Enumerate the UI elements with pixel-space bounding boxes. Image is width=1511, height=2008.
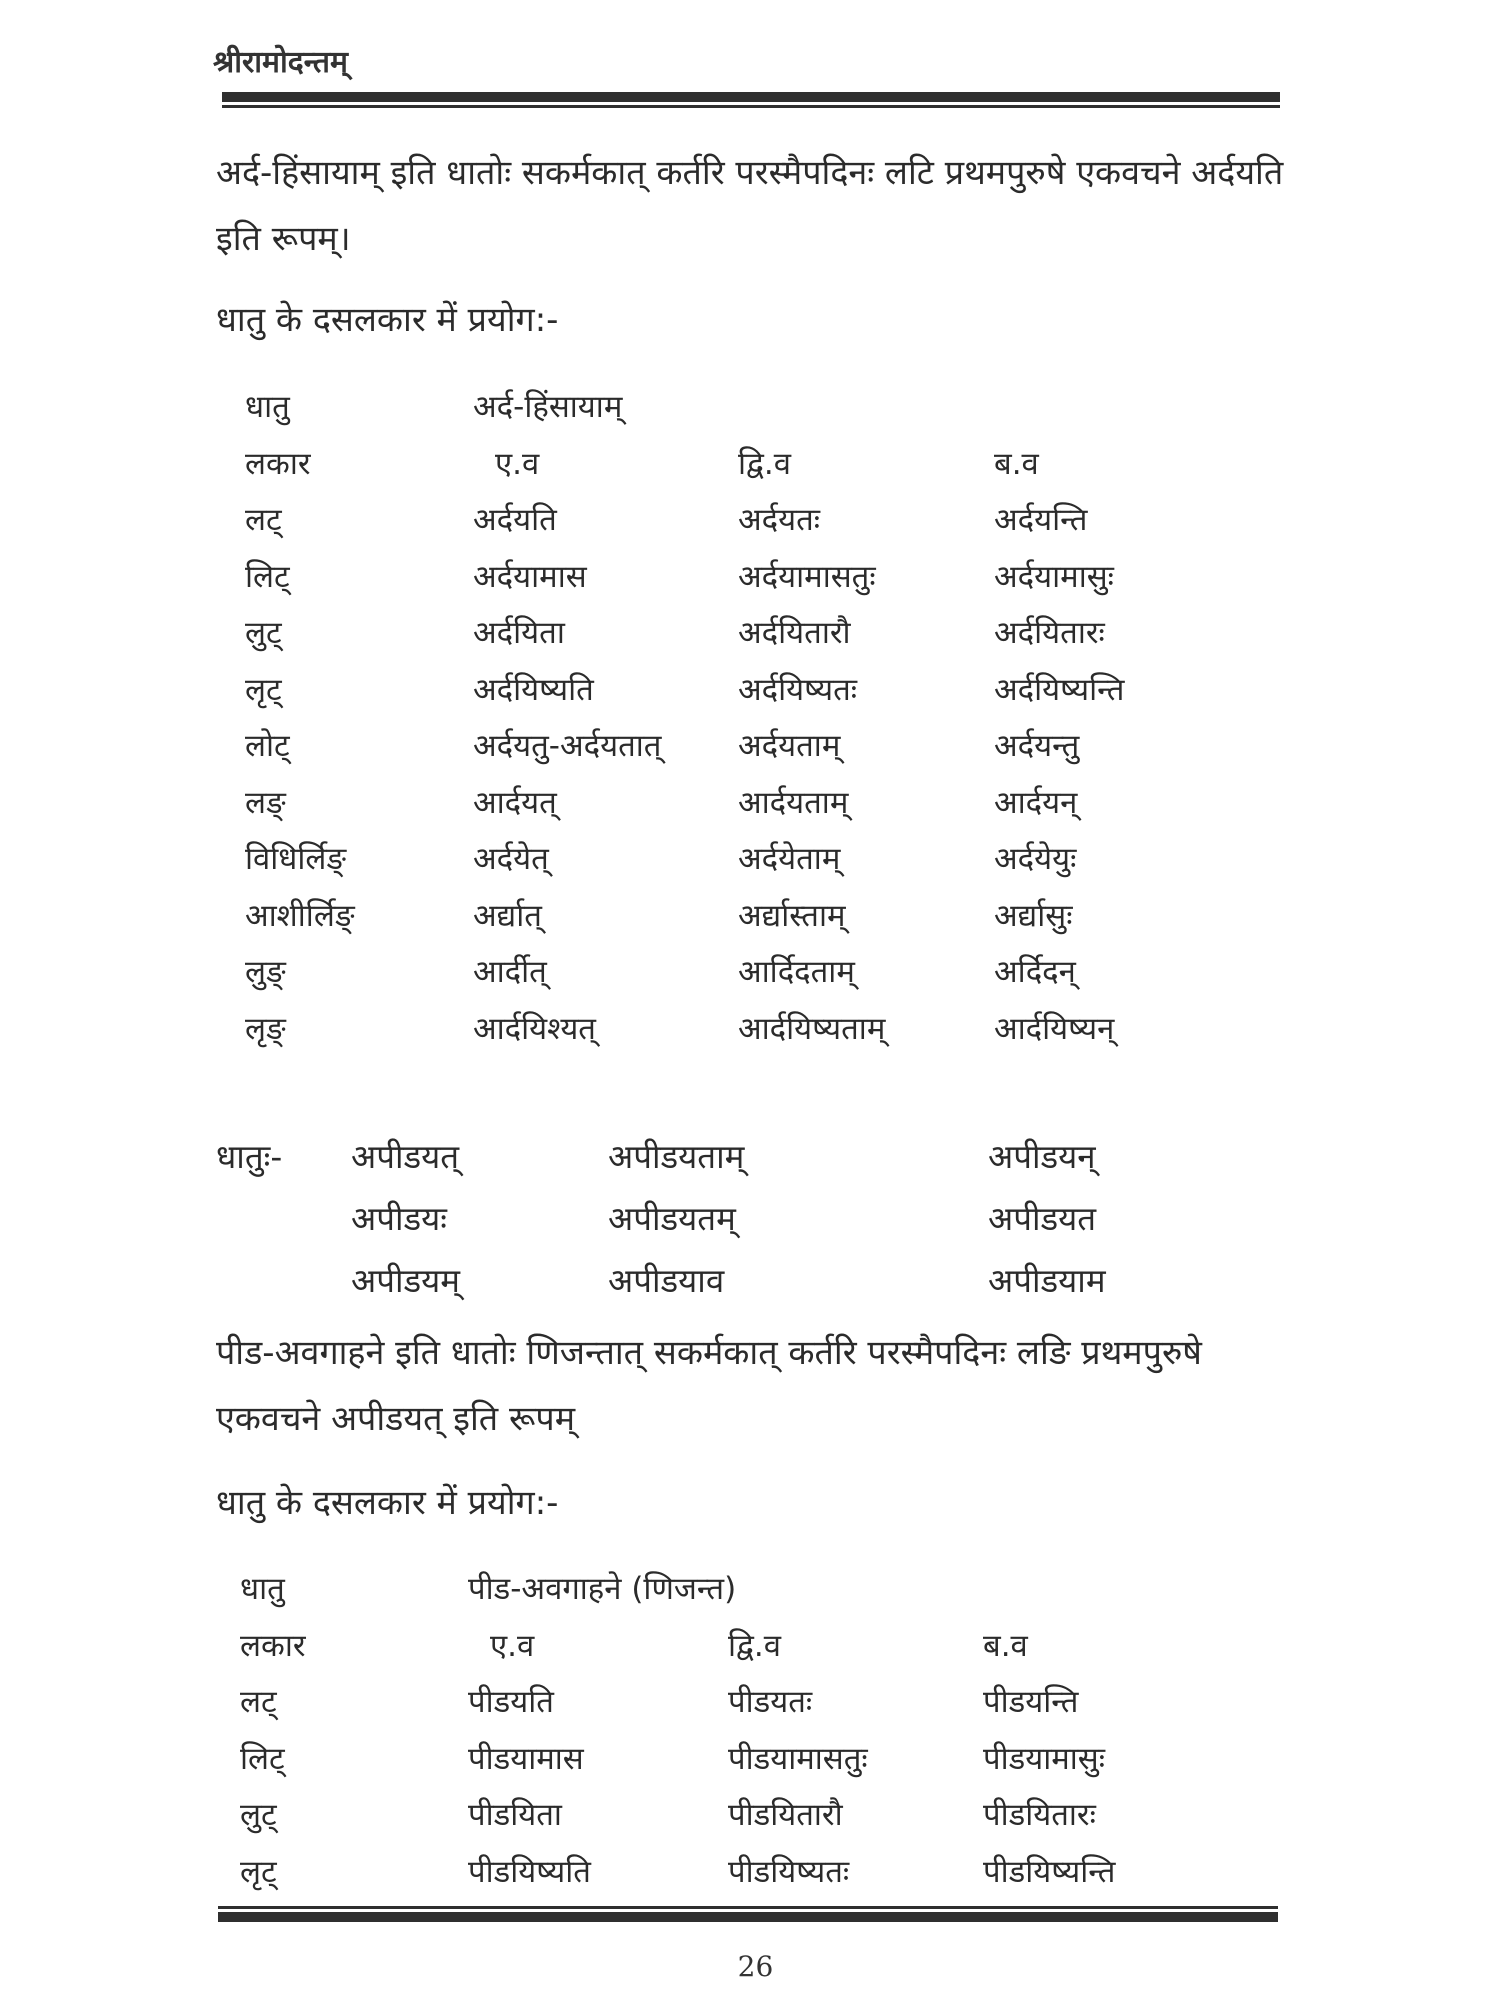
table-header-row bbox=[245, 435, 1244, 492]
form-singular: आर्दीत् bbox=[473, 954, 547, 991]
form-plural: अर्दयन्ति bbox=[994, 502, 1088, 539]
table-row bbox=[216, 1186, 1248, 1248]
table-row bbox=[240, 1786, 1233, 1843]
table-row bbox=[245, 661, 1244, 718]
form-dual: पीडयामासतुः bbox=[728, 1740, 868, 1777]
lakar-name: लट् bbox=[245, 502, 282, 539]
form-plural: अर्दयितारः bbox=[994, 615, 1105, 652]
form-singular: पीडयति bbox=[468, 1684, 554, 1721]
form-plural: पीडयिष्यन्ति bbox=[983, 1853, 1116, 1890]
form-plural: आर्दयिष्यन् bbox=[994, 1010, 1115, 1047]
table-row bbox=[216, 1124, 1248, 1186]
col-plural: ब.व bbox=[994, 445, 1039, 482]
forms-table-apidayat bbox=[216, 1124, 1248, 1310]
table-row bbox=[245, 604, 1244, 661]
form-singular: अर्दयेत् bbox=[473, 841, 549, 878]
form-dual: अर्दयिष्यतः bbox=[738, 671, 858, 708]
form-dual: अर्दयताम् bbox=[738, 728, 841, 765]
form-dual: अर्द्यास्ताम् bbox=[738, 897, 846, 934]
col-singular: ए.व bbox=[495, 445, 540, 482]
col-plural: ब.व bbox=[983, 1627, 1028, 1664]
lakar-name: लृङ् bbox=[245, 1010, 286, 1047]
lakar-label: लकार bbox=[240, 1627, 306, 1664]
form-plural: आर्दयन् bbox=[994, 784, 1078, 821]
form-singular: अर्दयतु-अर्दयतात् bbox=[473, 728, 662, 765]
table-row bbox=[245, 887, 1244, 944]
table-row bbox=[245, 548, 1244, 605]
form-singular: पीडयामास bbox=[468, 1740, 584, 1777]
form-singular: आर्दयत् bbox=[473, 784, 557, 821]
form-plural: अर्दयिष्यन्ति bbox=[994, 671, 1125, 708]
form-plural: अर्दयामासुः bbox=[994, 558, 1114, 595]
table-row bbox=[245, 830, 1244, 887]
form-dual: अर्दयेताम् bbox=[738, 841, 841, 878]
table-header-row bbox=[240, 1617, 1233, 1674]
page-number: 26 bbox=[737, 1950, 774, 1983]
dhatu-label: धातु bbox=[240, 1571, 285, 1608]
table-row bbox=[245, 378, 1244, 435]
forms-label: धातुः- bbox=[216, 1136, 283, 1176]
table-row bbox=[245, 774, 1244, 831]
dhatu-value: अर्द-हिंसायाम् bbox=[473, 389, 623, 426]
col-singular: ए.व bbox=[490, 1627, 535, 1664]
form-dual: आर्दयताम् bbox=[738, 784, 849, 821]
form-singular: अर्दयिता bbox=[473, 615, 565, 652]
table-row bbox=[240, 1673, 1233, 1730]
form-singular: अर्दयिष्यति bbox=[473, 671, 594, 708]
lakar-label: लकार bbox=[245, 445, 311, 482]
form-cell: अपीडयः bbox=[351, 1198, 447, 1238]
form-dual: आर्दयिष्यताम् bbox=[738, 1010, 886, 1047]
lakar-name: लुट् bbox=[245, 615, 282, 652]
form-dual: पीडयतः bbox=[728, 1684, 813, 1721]
lakar-name: लट् bbox=[240, 1684, 277, 1721]
form-cell: अपीडयाम bbox=[988, 1260, 1106, 1300]
form-dual: पीडयितारौ bbox=[728, 1797, 843, 1834]
col-dual: द्वि.व bbox=[728, 1627, 781, 1664]
form-plural: अर्द्यासुः bbox=[994, 897, 1073, 934]
table-row bbox=[245, 717, 1244, 774]
form-cell: अपीडयत bbox=[988, 1198, 1097, 1238]
dhatu-value: पीड-अवगाहने (णिजन्त) bbox=[468, 1571, 737, 1608]
form-plural: पीडयामासुः bbox=[983, 1740, 1106, 1777]
form-plural: अर्दयन्तु bbox=[994, 728, 1080, 765]
form-cell: अपीडयम् bbox=[351, 1260, 461, 1300]
form-cell: अपीडयतम् bbox=[608, 1198, 736, 1238]
paragraph-pida: पीड-अवगाहने इति धातोः णिजन्तात् सकर्मकात् कर्तरि परस्मैपदिनः लङि प्रथमपुरुषे एकवचने अपीडयत् इति रूपम् bbox=[216, 1333, 1202, 1439]
form-plural: पीडयन्ति bbox=[983, 1684, 1079, 1721]
table-row bbox=[245, 1000, 1244, 1057]
form-singular: आर्दयिश्यत् bbox=[473, 1010, 596, 1047]
paragraph-arda: अर्द-हिंसायाम् इति धातोः सकर्मकात् कर्तरि परस्मैपदिनः लटि प्रथमपुरुषे एकवचने अर्दयति इति रूपम्। bbox=[216, 153, 1284, 259]
form-dual: अर्दयतः bbox=[738, 502, 821, 539]
lakar-table-pida bbox=[240, 1560, 1233, 1899]
table-row bbox=[240, 1730, 1233, 1787]
form-singular: पीडयिष्यति bbox=[468, 1853, 591, 1890]
form-dual: अर्दयामासतुः bbox=[738, 558, 876, 595]
lakar-name: लृट् bbox=[240, 1853, 277, 1890]
dhatu-label: धातु bbox=[245, 389, 290, 426]
form-plural: अर्दयेयुः bbox=[994, 841, 1077, 878]
lakar-name: लोट् bbox=[245, 728, 290, 765]
form-dual: आर्दिदताम् bbox=[738, 954, 855, 991]
form-plural: अर्दिदन् bbox=[994, 954, 1076, 991]
form-dual: अर्दयितारौ bbox=[738, 615, 851, 652]
form-singular: अर्दयामास bbox=[473, 558, 587, 595]
form-plural: पीडयितारः bbox=[983, 1797, 1096, 1834]
table-row bbox=[240, 1560, 1233, 1617]
subheading-lakar-1: धातु के दसलकार में प्रयोग:- bbox=[216, 300, 559, 340]
table-row bbox=[245, 943, 1244, 1000]
lakar-name: लिट् bbox=[245, 558, 290, 595]
col-dual: द्वि.व bbox=[738, 445, 791, 482]
form-singular: अर्दयति bbox=[473, 502, 557, 539]
subheading-lakar-2: धातु के दसलकार में प्रयोग:- bbox=[216, 1483, 559, 1523]
header-rule bbox=[222, 0, 1280, 108]
lakar-name: आशीर्लिङ् bbox=[245, 897, 355, 934]
form-cell: अपीडयताम् bbox=[608, 1136, 745, 1176]
form-cell: अपीडयाव bbox=[608, 1260, 725, 1300]
lakar-table-arda bbox=[245, 378, 1244, 1056]
lakar-name: लिट् bbox=[240, 1740, 285, 1777]
form-dual: पीडयिष्यतः bbox=[728, 1853, 850, 1890]
lakar-name: लङ् bbox=[245, 784, 286, 821]
lakar-name: लुट् bbox=[240, 1797, 277, 1834]
lakar-name: विधिर्लिङ् bbox=[245, 841, 347, 878]
running-header: श्रीरामोदन्तम् bbox=[213, 45, 348, 80]
lakar-name: लृट् bbox=[245, 671, 282, 708]
form-cell: अपीडयन् bbox=[988, 1136, 1096, 1176]
form-cell: अपीडयत् bbox=[351, 1136, 460, 1176]
lakar-name: लुङ् bbox=[245, 954, 286, 991]
form-singular: अर्द्यात् bbox=[473, 897, 542, 934]
form-singular: पीडयिता bbox=[468, 1797, 562, 1834]
table-row bbox=[240, 1843, 1233, 1900]
table-row bbox=[245, 491, 1244, 548]
footer-rule bbox=[218, 1906, 1278, 1922]
table-row bbox=[216, 1248, 1248, 1310]
